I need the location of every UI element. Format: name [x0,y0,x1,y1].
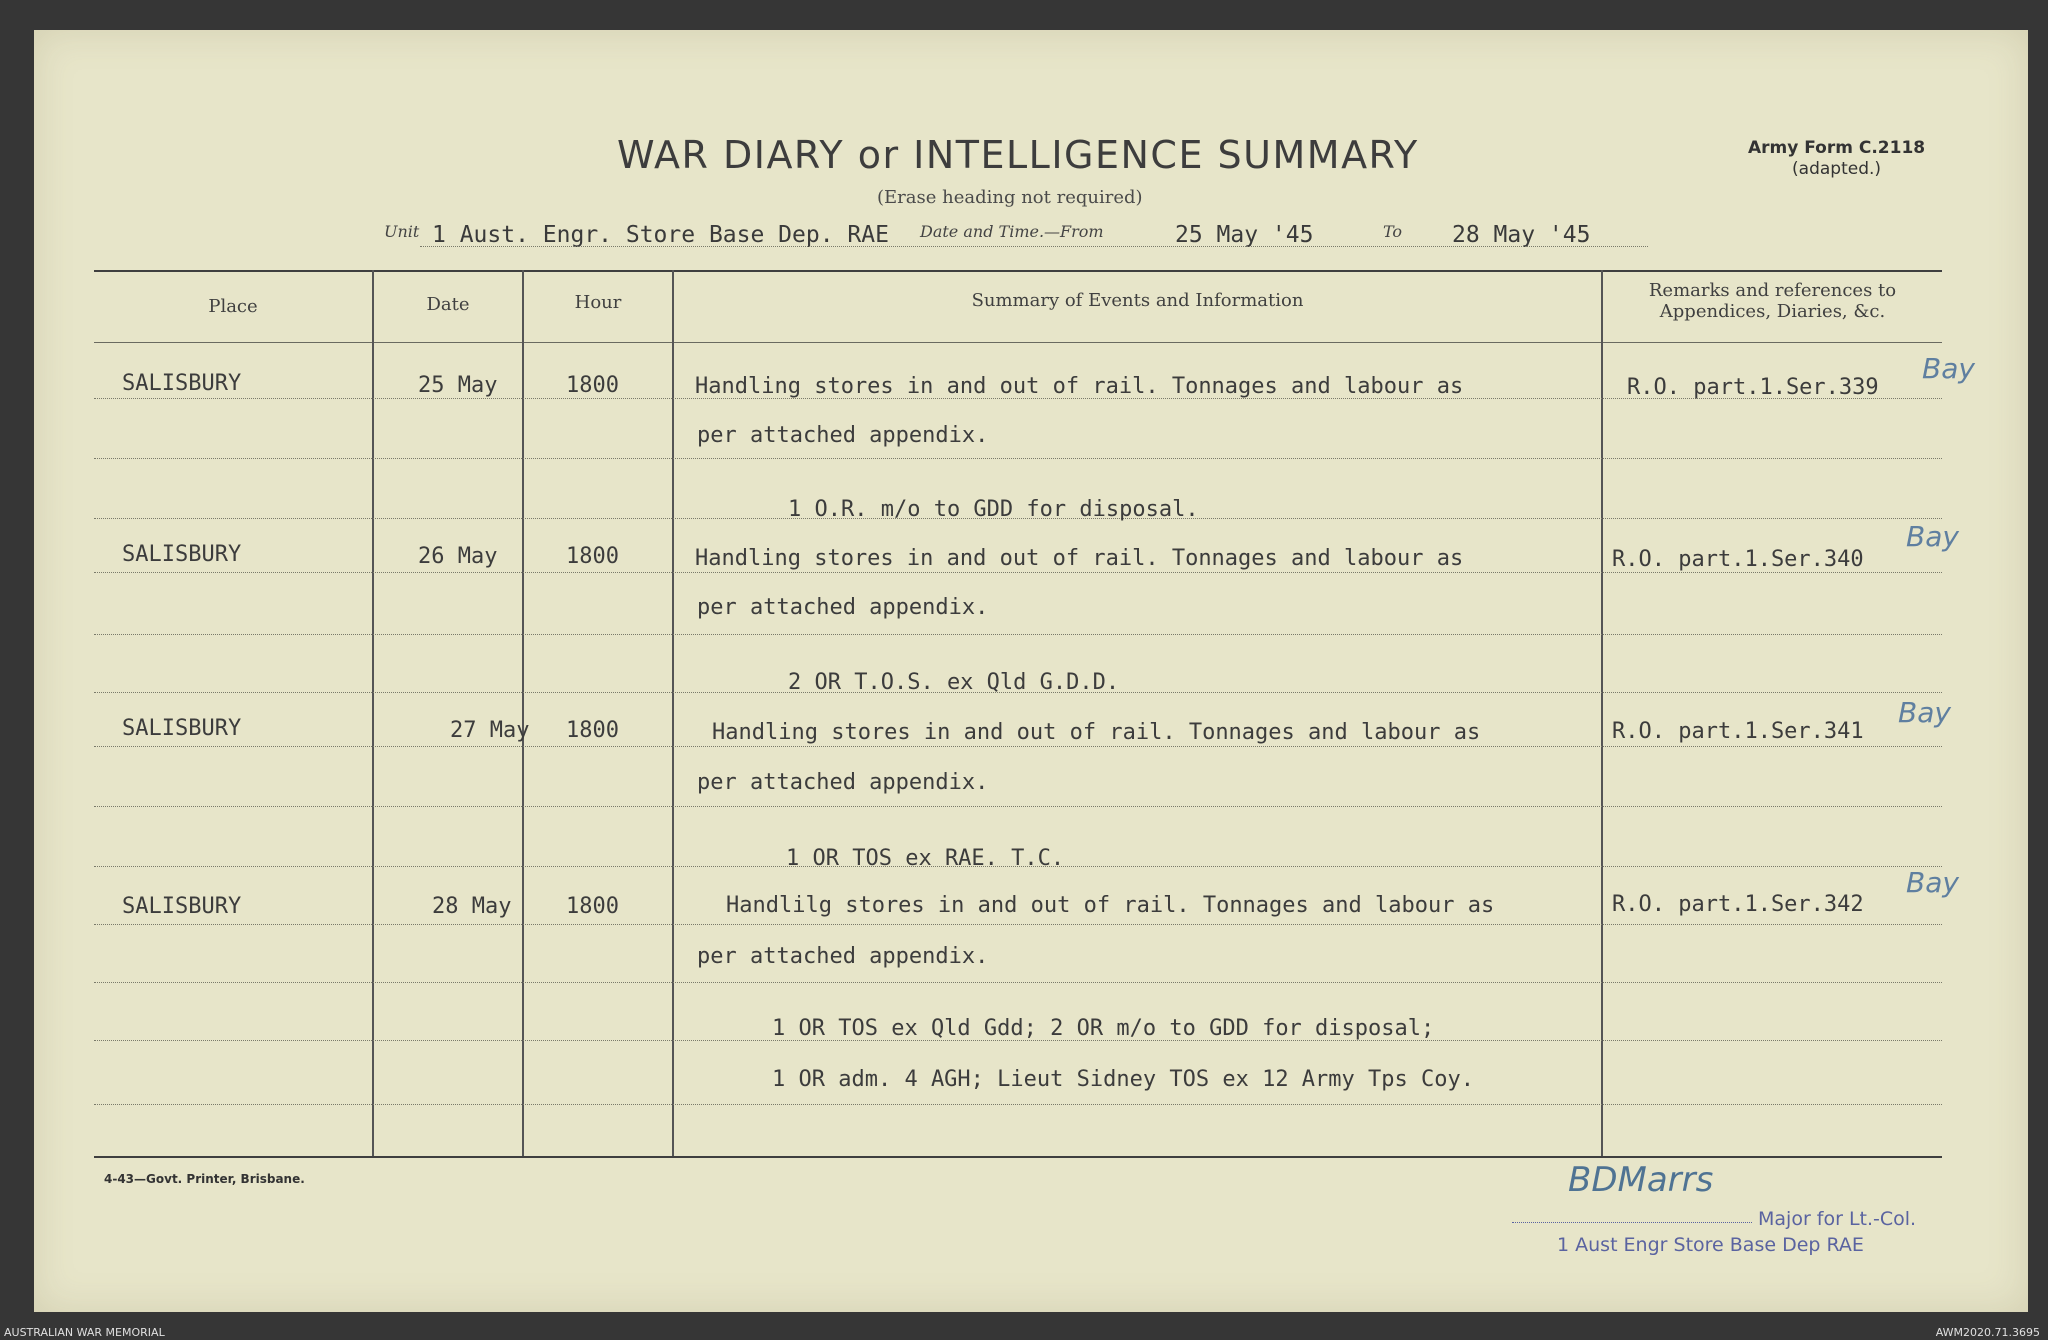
entry-place: SALISBURY [122,542,242,567]
handwritten-initial: Bay [1906,520,1959,553]
entry-summary-line1: Handlilg stores in and out of rail. Tonnages and labour as [726,893,1495,918]
entry-hour: 1800 [566,373,619,398]
handwritten-initial: Bay [1906,866,1959,899]
entry-note: 1 O.R. m/o to GDD for disposal. [788,497,1199,522]
to-date: 28 May '45 [1452,222,1591,248]
rank-stamp: Major for Lt.-Col. [1758,1208,1917,1230]
table-bottom-rule [94,1156,1942,1158]
col-divider-place [372,270,374,1156]
entry-place: SALISBURY [122,716,242,741]
entry-place: SALISBURY [122,371,242,396]
signature-line [1512,1222,1752,1223]
header-remarks-line2: Appendices, Diaries, &c. [1659,301,1886,322]
entry-hour: 1800 [566,894,619,919]
form-subtitle: (Erase heading not required) [877,187,1143,208]
entry-summary-line1: Handling stores in and out of rail. Tonnages and labour as [695,546,1464,571]
entry-summary-line2: per attached appendix. [697,423,989,448]
to-label: To [1383,222,1403,241]
unit-stamp: 1 Aust Engr Store Base Dep RAE [1557,1234,1864,1256]
entry-note: 1 OR TOS ex RAE. T.C. [786,846,1065,871]
ruled-line [94,982,1942,983]
entry-summary-line1: Handling stores in and out of rail. Tonnages and labour as [712,720,1481,745]
header-remarks-line1: Remarks and references to [1648,280,1897,301]
entry-place: SALISBURY [122,894,242,919]
entry-note-2: 1 OR adm. 4 AGH; Lieut Sidney TOS ex 12 Army Tps Coy. [772,1067,1474,1092]
entry-note: 2 OR T.O.S. ex Qld G.D.D. [788,670,1120,695]
entry-summary-line2: per attached appendix. [697,595,989,620]
header-summary: Summary of Events and Information [971,290,1304,311]
entry-remark: R.O. part.1.Ser.340 [1612,547,1864,572]
entry-summary-line2: per attached appendix. [697,944,989,969]
ruled-line [94,458,1942,459]
entry-date: 25 May [418,373,498,398]
header-date: Date [426,294,470,315]
entry-date: 27 May [450,718,530,743]
ruled-line [94,746,1942,747]
form-title: WAR DIARY or INTELLIGENCE SUMMARY [617,133,1419,177]
handwritten-initial: Bay [1898,696,1951,729]
army-form-number [1748,138,1925,180]
unit-value: 1 Aust. Engr. Store Base Dep. RAE [432,222,889,248]
entry-date: 28 May [432,894,512,919]
ruled-line [94,572,1942,573]
datetime-label: Date and Time.—From [920,222,1104,241]
ruled-line [94,1104,1942,1105]
col-divider-summary [1601,270,1603,1156]
printer-imprint: 4-43—Govt. Printer, Brisbane. [104,1172,305,1186]
entry-remark: R.O. part.1.Ser.341 [1612,719,1864,744]
entry-note: 1 OR TOS ex Qld Gdd; 2 OR m/o to GDD for disposal; [772,1016,1435,1041]
ruled-line [94,924,1942,925]
header-hour: Hour [574,292,622,313]
unit-dotted-line [420,246,1648,247]
entry-hour: 1800 [566,544,619,569]
entry-remark: R.O. part.1.Ser.339 [1627,375,1879,400]
archive-caption-left: AUSTRALIAN WAR MEMORIAL [4,1326,165,1339]
archive-caption-right: AWM2020.71.3695 [1935,1326,2040,1339]
ruled-line [94,634,1942,635]
entry-hour: 1800 [566,718,619,743]
col-divider-date [522,270,524,1156]
army-form-adapted: (adapted.) [1792,159,1882,179]
unit-label: Unit [384,222,420,241]
handwritten-initial: Bay [1922,352,1975,385]
entry-remark: R.O. part.1.Ser.342 [1612,892,1864,917]
from-date: 25 May '45 [1175,222,1314,248]
army-form-number-text: Army Form C.2118 [1748,138,1926,158]
header-place: Place [208,296,258,317]
entry-summary-line2: per attached appendix. [697,770,989,795]
signature: BDMarrs [1568,1160,1714,1200]
entry-date: 26 May [418,544,498,569]
ruled-line [94,806,1942,807]
col-divider-hour [672,270,674,1156]
entry-summary-line1: Handling stores in and out of rail. Tonnages and labour as [695,374,1464,399]
header-remarks [1603,280,1942,322]
